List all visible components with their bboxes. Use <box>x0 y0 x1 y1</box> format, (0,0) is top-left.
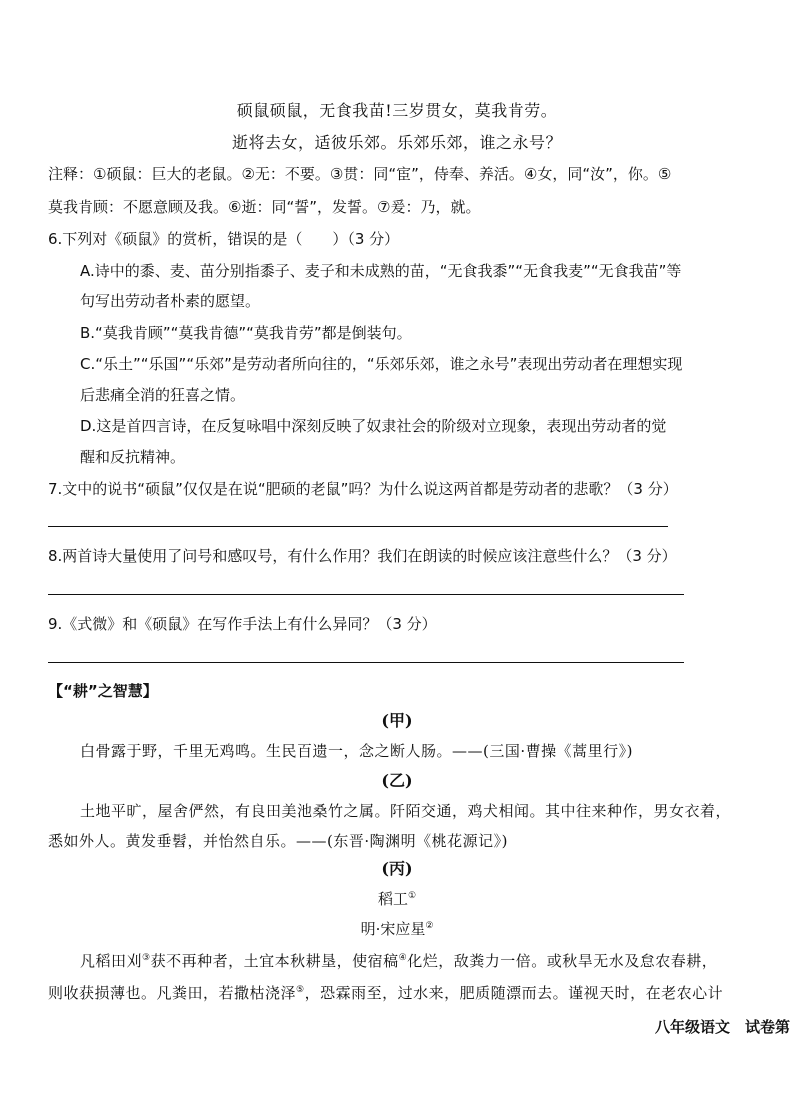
bing-author-note-mark: ② <box>425 921 434 931</box>
q7-answer-line[interactable] <box>48 526 668 527</box>
q6-option-c-line-1: C.“乐土”“乐国”“乐郊”是劳动者所向往的，“乐郊乐郊，谁之永号”表现出劳动者在理想实现 <box>80 355 683 373</box>
question-7: 7.文中的说书“硕鼠”仅仅是在说“肥硕的老鼠”吗？为什么说这两首都是劳动者的悲歌？（3 分） <box>48 480 678 498</box>
bing-author-text: 明·宋应星 <box>360 920 426 938</box>
question-9: 9.《式微》和《硕鼠》在写作手法上有什么异同？（3 分） <box>48 615 437 633</box>
bing-text-line-2 <box>48 982 723 1004</box>
question-6: 6.下列对《硕鼠》的赏析，错误的是（ ）（3 分） <box>48 230 400 248</box>
bing-text-line-1 <box>80 950 717 972</box>
yi-label: (乙) <box>381 771 413 790</box>
bing-text-2b: ，恐霖雨至，过水来，肥质随漂而去。谨视天时，在老农心计 <box>304 984 724 1002</box>
q6-option-a-line-2: 句写出劳动者朴素的愿望。 <box>80 292 261 310</box>
bing-label: (丙) <box>381 859 413 878</box>
q6-option-d-line-1: D.这是首四言诗，在反复咏唱中深刻反映了奴隶社会的阶级对立现象，表现出劳动者的觉 <box>80 417 667 435</box>
q6-option-d-line-2: 醒和反抗精神。 <box>80 448 186 466</box>
yi-text-line-1: 土地平旷，屋舍俨然，有良田美池桑竹之属。阡陌交通，鸡犬相闻。其中往来种作，男女衣着， <box>80 802 732 820</box>
bing-text-1c: 化烂，敌粪力一倍。或秋旱无水及怠农春耕， <box>407 952 718 970</box>
bing-text-2a: 则收获损薄也。凡粪田，若撒枯浇泽 <box>48 984 297 1002</box>
bing-note-3-mark: ③ <box>142 953 151 963</box>
bing-note-4-mark: ④ <box>398 953 408 963</box>
q9-answer-line[interactable] <box>48 662 684 663</box>
bing-text-1b: 获不再种者，土宜本秋耕垦，使宿稿 <box>150 952 399 970</box>
yi-text-line-2: 悉如外人。黄发垂髫，并怡然自乐。——(东晋·陶渊明《桃花源记》) <box>48 832 508 850</box>
q6-option-a-line-1: A.诗中的黍、麦、苗分别指黍子、麦子和未成熟的苗，“无食我黍”“无食我麦”“无食我苗”等 <box>80 262 682 280</box>
notes-line-1: 注释：①硕鼠：巨大的老鼠。②无：不要。③贯：同“宦”，侍奉、养活。④女，同“汝”，你。⑤ <box>48 165 672 183</box>
q8-answer-line[interactable] <box>48 594 684 595</box>
jia-label: (甲) <box>381 711 413 730</box>
bing-title-text: 稻工 <box>377 890 408 908</box>
question-8: 8.两首诗大量使用了问号和感叹号，有什么作用？我们在朗读的时候应该注意些什么？（3 分） <box>48 547 677 565</box>
poem-line-1: 硕鼠硕鼠，无食我苗!三岁贯女，莫我肯劳。 <box>236 101 558 120</box>
bing-title-note-mark: ① <box>407 891 417 901</box>
bing-note-5-mark: ⑤ <box>296 985 305 995</box>
bing-text-1a: 凡稻田刈 <box>80 952 143 970</box>
bing-author <box>0 918 794 940</box>
section-title: 【“耕”之智慧】 <box>48 682 158 700</box>
q6-option-b: B.“莫我肯顾”“莫我肯德”“莫我肯劳”都是倒装句。 <box>80 324 412 342</box>
q6-option-c-line-2: 后悲痛全消的狂喜之情。 <box>80 386 246 404</box>
jia-text: 白骨露于野，千里无鸡鸣。生民百遗一，念之断人肠。——(三国·曹操《蒿里行》) <box>80 742 633 760</box>
poem-line-2: 逝将去女，适彼乐郊。乐郊乐郊，谁之永号？ <box>231 133 562 152</box>
notes-line-2: 莫我肯顾：不愿意顾及我。⑥逝：同“誓”，发誓。⑦爰：乃，就。 <box>48 198 481 216</box>
bing-title <box>0 888 794 910</box>
page-footer: 八年级语文 试卷第 <box>654 1018 790 1036</box>
